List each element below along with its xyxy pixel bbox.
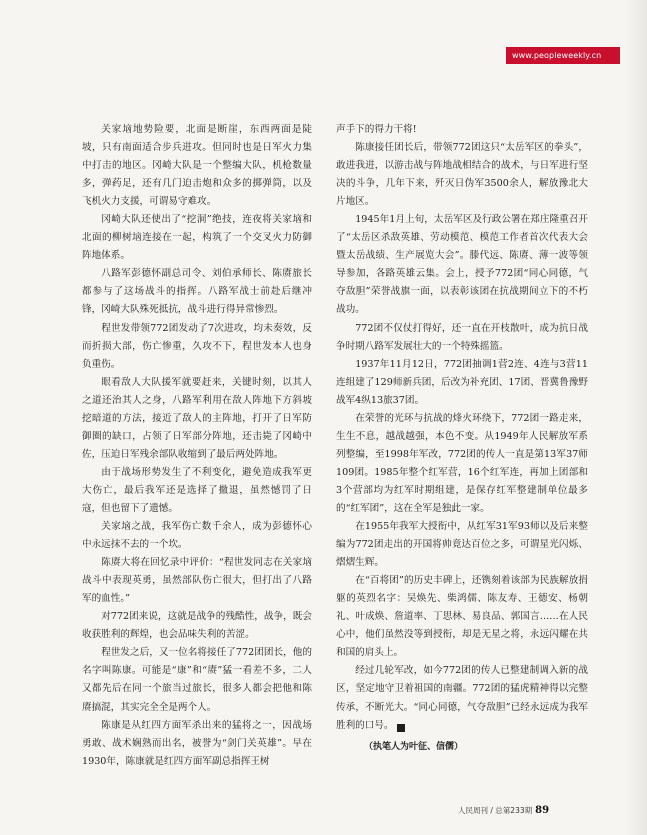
magazine-issue: 人民周刊 / 总第233期 bbox=[458, 806, 533, 815]
paragraph: 在“百将团”的历史丰碑上，还镌刻着该部为民族解放捐躯的英烈名字：吴焕先、柴鸿儒、陈友寿、王德安、杨朝礼、叶成焕、詹道率、丁思林、易良品、郭国言……在人民心中，他们虽然没等到授衔，却是无星之将，永远闪耀在共和国的肩头上。 bbox=[336, 575, 588, 659]
paragraph: 关家垴之战，我军伤亡数千余人，成为彭德怀心中永远抹不去的一个坎。 bbox=[82, 521, 312, 551]
paragraph: 陈康接任团长后，带领772团这只“太岳军区的拳头”，敢进我进，以游击战与阵地战相结合的战术，与日军进行坚决的斗争，几年下来，歼灭日伪军3500余人，解放豫北大片地区。 bbox=[336, 142, 588, 208]
paragraph: 陈康是从红四方面军杀出来的猛将之一，因战场勇敢、战术娴熟而出名，被誉为“剑门关英雄”。早在1930年，陈康就是红四方面军副总指挥王树 bbox=[82, 719, 312, 767]
paragraph: 眼看敌人大队援军就要赶来，关键时刻，以其人之道还治其人之身，八路军利用在敌人阵地下方斜坡挖暗道的方法，接近了敌人的主阵地，打开了日军防御圈的缺口，占领了日军部分阵地，还击毙了冈崎中佐，压迫日军残余部队收缩到了最后两处阵地。 bbox=[82, 376, 312, 460]
paragraph: 对772团来说，这就是战争的残酷性，战争，既会收获胜利的辉煌，也会品味失利的苦涩。 bbox=[82, 611, 312, 641]
page-number: 89 bbox=[535, 805, 550, 816]
article-column-right bbox=[336, 121, 588, 756]
paragraph: 在荣誉的光环与抗战的烽火环绕下，772团一路走来，生生不息，越战越强，本色不变。从1949年人民解放军系列整编，至1998年军改，772团的传人一直是第13军37师109团。1985年整个红军营，16个红军连，再加上团部和3个营部均为红军时期组建，是保存红军整建制单位最多的“红军团”，这在全军是独此一家。 bbox=[336, 412, 588, 514]
closing-paragraph bbox=[336, 662, 588, 734]
paragraph: 程世发之后，又一位名将接任了772团团长，他的名字叫陈康。可能是“康”和“赓”猛一看差不多，二人又都先后在同一个旅当过旅长，很多人都会把他和陈赓搞混，其实完全全是两个人。 bbox=[82, 647, 312, 713]
author-credit: （执笔人为叶征、信儒） bbox=[364, 741, 464, 752]
paragraph: 由于战场形势发生了不利变化，避免造成我军更大伤亡，最后我军还是选择了撤退，虽然憾罚了日寇，但也留下了遗憾。 bbox=[82, 466, 312, 514]
page-fold-shadow bbox=[625, 0, 647, 835]
paragraph: 冈崎大队还使出了“挖洞”绝技，连夜将关家垴和北面的柳树垴连接在一起，构筑了一个交叉火力防御阵地体系。 bbox=[82, 214, 312, 262]
article-column-left bbox=[82, 121, 312, 771]
paragraph: 772团不仅仗打得好，还一直在开枝散叶，成为抗日战争时期八路军发展壮大的一个特殊摇篮。 bbox=[336, 322, 588, 352]
paragraph: 1937年11月12日，772团抽调1营2连、4连与3营11连组建了129师新兵团，后改为补充团、17团、晋冀鲁豫野战军4纵13旅37团。 bbox=[336, 358, 588, 406]
paragraph: 1945年1月上旬，太岳军区及行政公署在郑庄隆重召开了“太岳区杀敌英雄、劳动模范、模范工作者首次代表大会暨太岳战绩、生产展览大会”。滕代远、陈赓、薄一波等领导参加，各路英雄云集。会上，授予772团“同心同德，气夺敌胆”荣誉战旗一面，以表彰该团在抗战期间立下的不朽战功。 bbox=[336, 214, 588, 316]
website-url: www.peopleweekly.cn bbox=[512, 51, 602, 60]
website-banner bbox=[506, 47, 620, 64]
page-footer bbox=[458, 805, 588, 817]
paragraph: 陈赓大将在回忆录中评价：“程世发同志在关家垴战斗中表现英勇，虽然部队伤亡很大，但打出了八路军的血性。” bbox=[82, 557, 312, 605]
closing-text: 经过几轮军改，如今772团的传人已整建制调入新的战区，坚定地守卫着祖国的南疆。772团的猛虎精神得以完整传承，不断光大。“同心同德，气夺敌胆”已经永远成为我军胜利的口号。 bbox=[336, 665, 588, 731]
paragraph: 八路军彭德怀副总司令、刘伯承师长、陈赓旅长都参与了这场战斗的指挥。八路军战士前赴后继冲锋，冈崎大队殊死抵抗，战斗进行得异常惨烈。 bbox=[82, 268, 312, 316]
paragraph: 程世发带领772团发动了7次进攻，均未奏效，反而折损大部，伤亡惨重，久攻不下，程世发本人也身负重伤。 bbox=[82, 322, 312, 370]
end-mark-icon: K bbox=[397, 724, 405, 732]
paragraph: 在1955年我军大授衔中，从红军31军93师以及后来整编为772团走出的开国将帅竟达百位之多，可谓星光闪烁、熠熠生辉。 bbox=[336, 521, 588, 569]
paragraph: 关家垴地势险要，北面是断崖，东西两面是陡坡，只有南面适合步兵进攻。但同时也是日军火力集中打击的地区。冈崎大队是一个整编大队，机枪数量多，弹药足，还有几门迫击炮和众多的掷弹筒，以及飞机火力支援，可谓易守难攻。 bbox=[82, 124, 312, 208]
paragraph-continuation: 声手下的得力干将! bbox=[336, 124, 417, 135]
